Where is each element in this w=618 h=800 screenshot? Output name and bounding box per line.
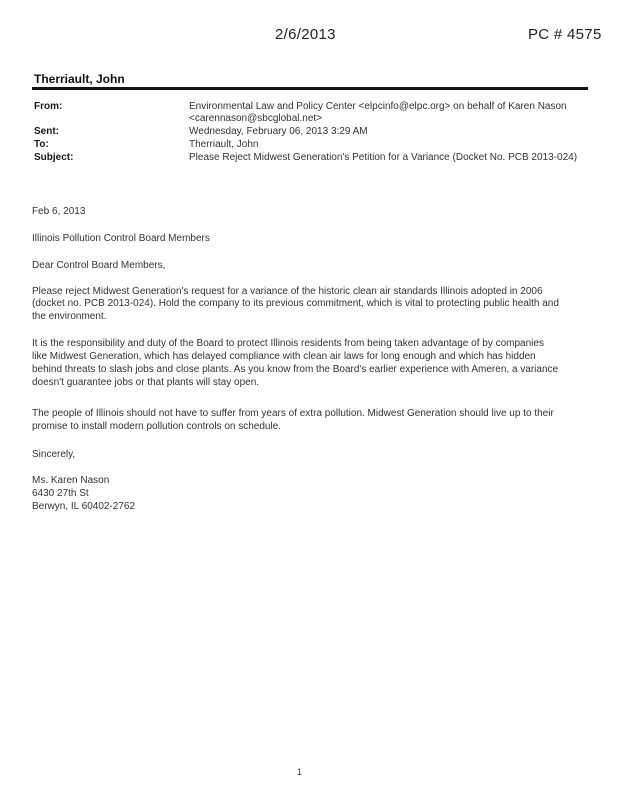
- from-value: Environmental Law and Policy Center <elpcinfo@elpc.org> on behalf of Karen Nason: [189, 101, 567, 112]
- paragraph-line: doesn't guarantee jobs or that plants will stay open.: [32, 377, 260, 388]
- letter-date: Feb 6, 2013: [32, 206, 86, 217]
- header-divider: [32, 87, 588, 90]
- subject-label: Subject:: [34, 152, 74, 163]
- sent-value: Wednesday, February 06, 2013 3:29 AM: [189, 126, 368, 137]
- signature-name: Ms. Karen Nason: [32, 475, 110, 486]
- stamp-date: 2/6/2013: [275, 26, 336, 43]
- to-value: Therriault, John: [189, 139, 259, 150]
- page-number: 1: [297, 767, 303, 777]
- stamp-pc-number: PC # 4575: [528, 26, 602, 43]
- signature-city: Berwyn, IL 60402-2762: [32, 501, 136, 512]
- paragraph-line: The people of Illinois should not have to suffer from years of extra pollution. Midwest Generation should live up to their: [32, 408, 554, 419]
- letter-salutation: Dear Control Board Members,: [32, 260, 166, 271]
- sent-label: Sent:: [34, 126, 59, 137]
- letter-closing: Sincerely,: [32, 449, 76, 460]
- paragraph-line: the environment.: [32, 311, 107, 322]
- paragraph-line: It is the responsibility and duty of the Board to protect Illinois residents from being taken advantage of by companies: [32, 338, 544, 349]
- paragraph-line: promise to install modern pollution controls on schedule.: [32, 421, 282, 432]
- sender-name: Therriault, John: [34, 72, 125, 86]
- paragraph-line: Please reject Midwest Generation's request for a variance of the historic clean air standards Illinois adopted in 2006: [32, 286, 543, 297]
- paragraph-line: (docket no. PCB 2013-024). Hold the company to its previous commitment, which is vital to protecting public health and: [32, 298, 559, 309]
- letter-recipient: Illinois Pollution Control Board Members: [32, 233, 210, 244]
- to-label: To:: [34, 139, 49, 150]
- from-label: From:: [34, 101, 63, 112]
- from-value-email: <carennason@sbcglobal.net>: [189, 113, 323, 124]
- signature-street: 6430 27th St: [32, 488, 89, 499]
- paragraph-line: like Midwest Generation, which has delayed compliance with clean air laws for long enough and which has hidden: [32, 351, 536, 362]
- paragraph-line: behind threats to slash jobs and close plants. As you know from the Board's earlier experience with Ameren, a variance: [32, 364, 559, 375]
- subject-value: Please Reject Midwest Generation's Petition for a Variance (Docket No. PCB 2013-024): [189, 152, 578, 163]
